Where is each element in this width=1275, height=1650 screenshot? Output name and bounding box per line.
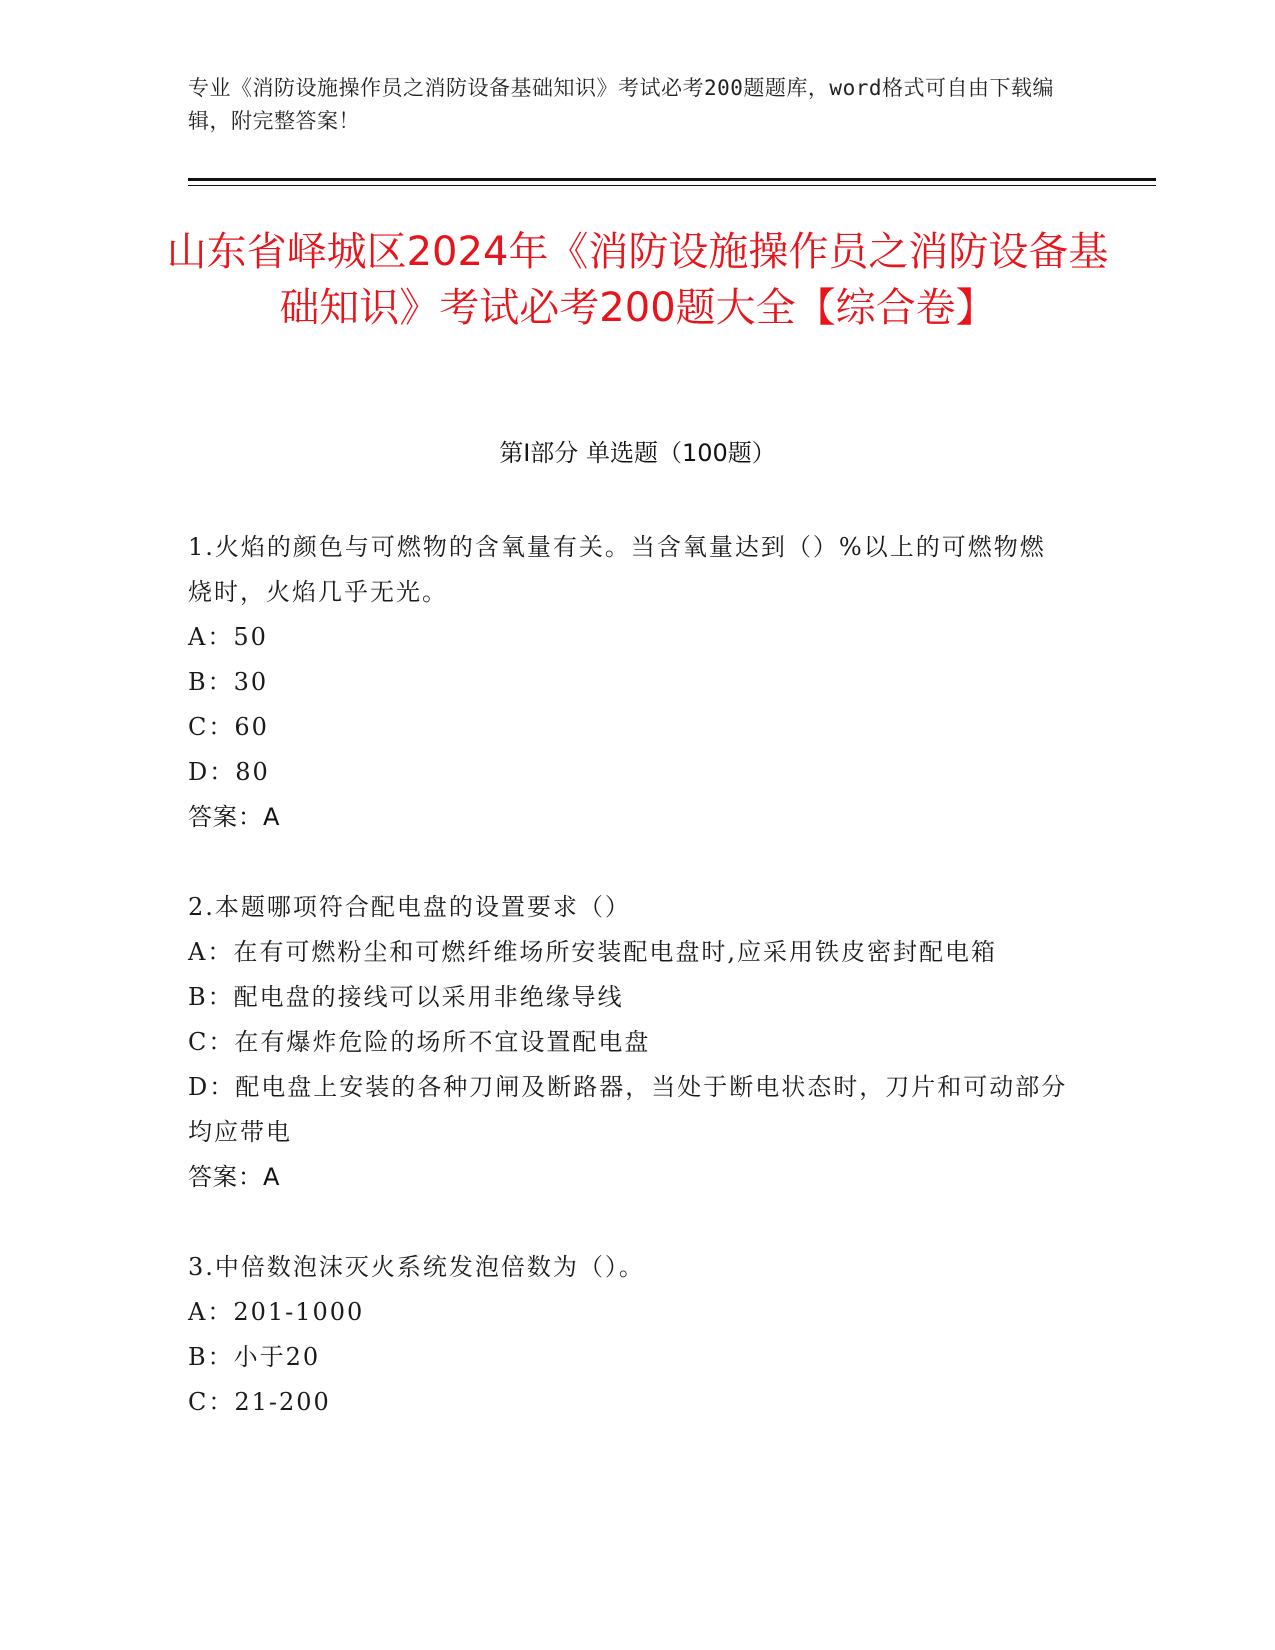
option-b: B：小于20	[188, 1343, 321, 1371]
question-1	[188, 525, 1068, 840]
option-a: A：50	[188, 623, 268, 651]
option-b: B：30	[188, 668, 269, 696]
question-3	[188, 1245, 1068, 1425]
header-divider-thick	[188, 178, 1156, 181]
option-b: B：配电盘的接线可以采用非绝缘导线	[188, 983, 624, 1011]
question-list	[188, 525, 1068, 1470]
option-c: C：21-200	[188, 1388, 331, 1416]
option-a: A：201-1000	[188, 1298, 365, 1326]
question-stem: 3.中倍数泡沫灭火系统发泡倍数为（）。	[188, 1253, 645, 1281]
answer-line: 答案：A	[188, 803, 281, 831]
header-note: 专业《消防设施操作员之消防设备基础知识》考试必考200题题库，word格式可自由下载编辑，附完整答案！	[188, 76, 1054, 133]
option-c: C：60	[188, 713, 269, 741]
answer-line: 答案：A	[188, 1163, 281, 1191]
option-d: D：80	[188, 758, 270, 786]
option-a: A：在有可燃粉尘和可燃纤维场所安装配电盘时,应采用铁皮密封配电箱	[188, 938, 997, 966]
document-title: 山东省峄城区2024年《消防设施操作员之消防设备基础知识》考试必考200题大全【综合卷】	[166, 229, 1109, 331]
question-stem: 2.本题哪项符合配电盘的设置要求（）	[188, 893, 631, 921]
section-heading: 第I部分 单选题（100题）	[499, 439, 776, 467]
option-c: C：在有爆炸危险的场所不宜设置配电盘	[188, 1028, 651, 1056]
header-divider-thin	[188, 185, 1156, 186]
option-d: D：配电盘上安装的各种刀闸及断路器，当处于断电状态时，刀片和可动部分均应带电	[188, 1073, 1068, 1146]
question-stem: 1.火焰的颜色与可燃物的含氧量有关。当含氧量达到（）%以上的可燃物燃烧时，火焰几乎无光。	[188, 533, 1046, 606]
question-2	[188, 885, 1068, 1200]
